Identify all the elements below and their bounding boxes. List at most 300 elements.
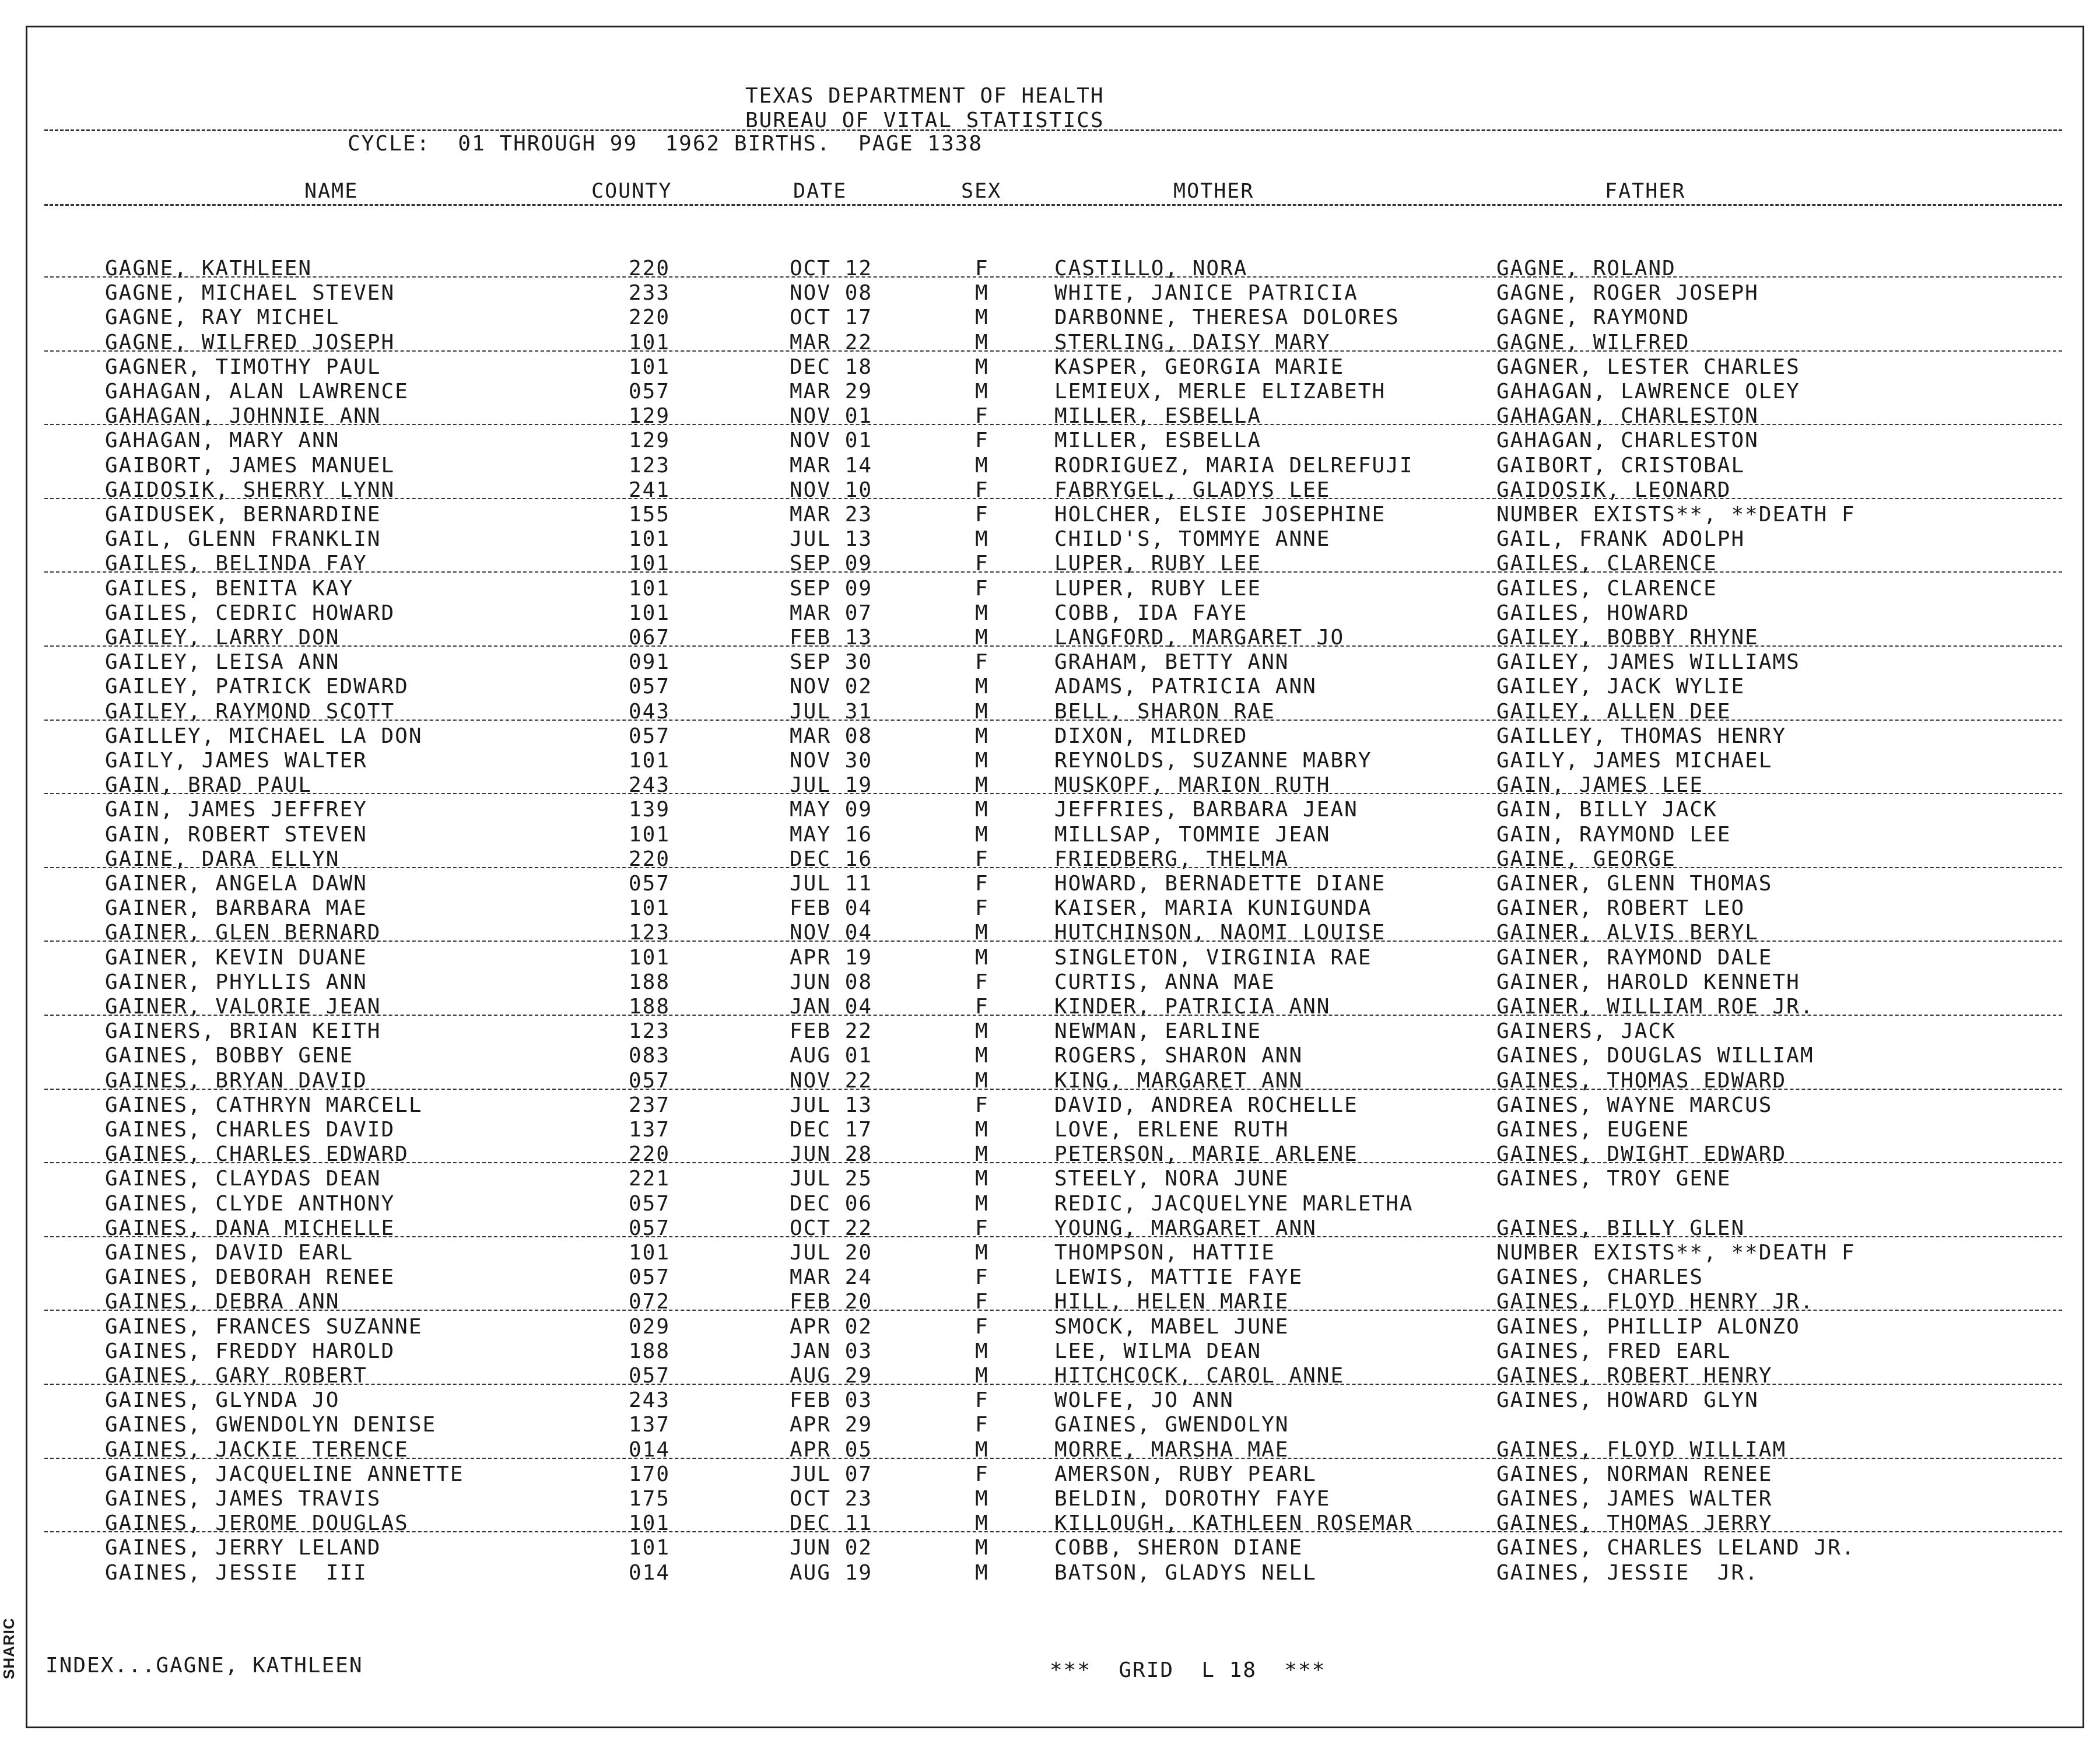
cell-father: GAINES, THOMAS JERRY [1496,1511,1773,1536]
cell-county: 129 [629,429,671,453]
cell-county: 101 [629,1536,671,1560]
cell-mother: PETERSON, MARIE ARLENE [1054,1142,1358,1167]
cell-father: GAGNE, WILFRED [1496,330,1690,355]
cell-county: 155 [629,503,671,527]
cell-name: GAIN, BRAD PAUL [105,773,313,798]
cell-name: GAINER, KEVIN DUANE [105,945,367,970]
table-row [0,380,2099,404]
table-row [0,1241,2099,1265]
cell-father: GAILES, HOWARD [1496,601,1690,625]
cell-mother: DIXON, MILDRED [1054,724,1248,748]
cell-sex: M [975,1487,989,1511]
cell-mother: MILLSAP, TOMMIE JEAN [1054,822,1331,847]
grid-footer: *** GRID L 18 *** [1050,1658,1326,1682]
column-header-mother: MOTHER [1173,180,1254,203]
cell-date: NOV 04 [790,921,873,945]
cell-county: 057 [629,724,671,748]
cell-mother: DARBONNE, THERESA DOLORES [1054,306,1400,330]
cell-date: JUL 25 [790,1167,873,1191]
cell-father: GAINE, GEORGE [1496,847,1676,871]
cell-county: 101 [629,945,671,970]
cell-county: 188 [629,970,671,994]
cell-sex: M [975,945,989,970]
cycle-line: CYCLE: 01 THROUGH 99 1962 BIRTHS. PAGE 1338 [348,132,983,156]
cell-name: GAINES, CHARLES DAVID [105,1118,395,1142]
cell-date: NOV 30 [790,749,873,773]
cell-county: 067 [629,626,671,650]
cell-father: GAINES, HOWARD GLYN [1496,1388,1759,1413]
cell-mother: MORRE, MARSHA MAE [1054,1437,1289,1462]
cell-county: 101 [629,576,671,601]
cell-father: GAINES, DOUGLAS WILLIAM [1496,1044,1814,1068]
cell-county: 101 [629,601,671,625]
column-header-county: COUNTY [591,180,672,203]
cell-county: 237 [629,1093,671,1117]
cell-sex: M [975,330,989,355]
cell-county: 057 [629,1265,671,1290]
row-separator [44,645,2062,647]
cell-county: 101 [629,1241,671,1265]
cell-date: JUL 20 [790,1241,873,1265]
cell-date: OCT 12 [790,257,873,280]
cell-name: GAILEY, RAYMOND SCOTT [105,699,395,724]
cell-date: JAN 04 [790,995,873,1019]
row-separator [44,867,2062,868]
cell-sex: M [975,453,989,478]
cell-name: GAIDUSEK, BERNARDINE [105,503,381,527]
table-row [0,601,2099,626]
cell-name: GAGNE, MICHAEL STEVEN [105,281,395,306]
cell-date: MAR 07 [790,601,873,625]
cell-name: GAIN, JAMES JEFFREY [105,798,367,822]
table-row [0,1044,2099,1068]
column-header-date: DATE [793,180,847,203]
cell-date: MAR 22 [790,330,873,355]
cell-county: 123 [629,921,671,945]
cell-county: 083 [629,1044,671,1068]
cell-father: GAINES, JAMES WALTER [1496,1487,1773,1511]
cell-name: GAINES, FRANCES SUZANNE [105,1314,423,1339]
cell-name: GAINES, GARY ROBERT [105,1364,367,1388]
cell-sex: F [975,896,989,921]
cell-mother: HOWARD, BERNADETTE DIANE [1054,872,1386,896]
cell-sex: M [975,699,989,724]
cell-sex: M [975,1364,989,1388]
table-row [0,1561,2099,1585]
cell-mother: LANGFORD, MARGARET JO [1054,626,1345,650]
cell-county: 101 [629,527,671,552]
cell-father: GAILEY, BOBBY RHYNE [1496,626,1759,650]
cell-sex: M [975,1142,989,1167]
cell-mother: HILL, HELEN MARIE [1054,1290,1289,1314]
cell-date: FEB 20 [790,1290,873,1314]
cell-date: AUG 29 [790,1364,873,1388]
cell-sex: F [975,478,989,502]
cell-date: JAN 03 [790,1339,873,1363]
cell-mother: MILLER, ESBELLA [1054,404,1262,429]
cell-father: GAGNE, ROGER JOSEPH [1496,281,1759,306]
cell-name: GAINER, PHYLLIS ANN [105,970,367,994]
cell-name: GAILEY, LEISA ANN [105,650,340,675]
cell-county: 057 [629,675,671,699]
cell-sex: F [975,1413,989,1437]
cell-county: 029 [629,1314,671,1339]
cell-date: APR 29 [790,1413,873,1437]
cell-father: GAILLEY, THOMAS HENRY [1496,724,1787,748]
cell-father: GAINES, NORMAN RENEE [1496,1462,1773,1486]
column-header-sex: SEX [961,180,1002,203]
table-row [0,1192,2099,1216]
cell-county: 101 [629,355,671,379]
cell-father: GAINERS, JACK [1496,1019,1676,1044]
cell-sex: M [975,626,989,650]
table-row [0,1339,2099,1364]
table-row [0,798,2099,822]
cell-mother: LUPER, RUBY LEE [1054,576,1262,601]
table-row [0,946,2099,970]
cell-father: NUMBER EXISTS**, **DEATH F [1496,1241,1856,1265]
cell-date: JUL 07 [790,1462,873,1486]
cell-date: JUL 11 [790,872,873,896]
cell-father: GAHAGAN, CHARLESTON [1496,404,1759,429]
cell-sex: F [975,1216,989,1240]
cell-date: NOV 01 [790,429,873,453]
cell-sex: F [975,503,989,527]
cell-date: DEC 11 [790,1511,873,1536]
cell-date: MAR 23 [790,503,873,527]
cell-sex: M [975,1560,989,1585]
row-separator [44,1015,2062,1016]
bureau-title: BUREAU OF VITAL STATISTICS [745,108,1105,132]
cell-father: GAINES, JESSIE JR. [1496,1560,1759,1585]
cell-mother: REYNOLDS, SUZANNE MABRY [1054,749,1372,773]
cell-sex: F [975,970,989,994]
cell-date: DEC 17 [790,1118,873,1142]
cell-sex: F [975,847,989,871]
table-row [0,281,2099,306]
cell-sex: M [975,1019,989,1044]
cell-sex: M [975,601,989,625]
cell-mother: HITCHCOCK, CAROL ANNE [1054,1364,1345,1388]
cell-sex: F [975,1314,989,1339]
cell-sex: F [975,1265,989,1290]
cell-date: NOV 08 [790,281,873,306]
cell-mother: STEELY, NORA JUNE [1054,1167,1289,1191]
cell-county: 233 [629,281,671,306]
row-separator [44,941,2062,942]
table-row [0,355,2099,380]
cell-mother: FRIEDBERG, THELMA [1054,847,1289,871]
row-separator [44,424,2062,425]
table-row [0,1118,2099,1142]
row-separator [44,1236,2062,1237]
cell-name: GAGNE, WILFRED JOSEPH [105,330,395,355]
cell-sex: M [975,822,989,847]
cell-county: 129 [629,404,671,429]
cell-name: GAILES, BELINDA FAY [105,552,367,576]
cell-mother: GRAHAM, BETTY ANN [1054,650,1289,675]
cell-mother: CASTILLO, NORA [1054,257,1248,280]
cell-mother: GAINES, GWENDOLYN [1054,1413,1289,1437]
cell-county: 188 [629,1339,671,1363]
cell-date: JUL 13 [790,1093,873,1117]
cell-father: GAINER, HAROLD KENNETH [1496,970,1800,994]
cell-mother: HUTCHINSON, NAOMI LOUISE [1054,921,1386,945]
cell-mother: THOMPSON, HATTIE [1054,1241,1275,1265]
cell-county: 043 [629,699,671,724]
cell-county: 220 [629,306,671,330]
cell-sex: M [975,1339,989,1363]
cell-county: 057 [629,1068,671,1093]
cell-county: 139 [629,798,671,822]
cell-father: GAILEY, ALLEN DEE [1496,699,1731,724]
cell-date: FEB 04 [790,896,873,921]
cell-mother: AMERSON, RUBY PEARL [1054,1462,1317,1486]
column-header-name: NAME [304,180,359,203]
cell-sex: M [975,527,989,552]
cell-name: GAINES, CLAYDAS DEAN [105,1167,381,1191]
cell-name: GAINES, CATHRYN MARCELL [105,1093,423,1117]
cell-father: GAILY, JAMES MICHAEL [1496,749,1773,773]
cell-sex: M [975,1536,989,1560]
cell-name: GAHAGAN, ALAN LAWRENCE [105,380,409,403]
cell-date: MAR 14 [790,453,873,478]
cell-county: 101 [629,1511,671,1536]
cell-father: NUMBER EXISTS**, **DEATH F [1496,503,1856,527]
cell-county: 014 [629,1560,671,1585]
row-separator [44,498,2062,499]
cell-name: GAINER, GLEN BERNARD [105,921,381,945]
cell-date: SEP 30 [790,650,873,675]
cell-name: GAINES, JACKIE TERENCE [105,1437,409,1462]
table-row [0,1487,2099,1511]
cell-mother: LEMIEUX, MERLE ELIZABETH [1054,380,1386,403]
cell-name: GAIBORT, JAMES MANUEL [105,453,395,478]
cell-name: GAINER, ANGELA DAWN [105,872,367,896]
cell-mother: CHILD'S, TOMMYE ANNE [1054,527,1331,552]
cell-father: GAGNE, ROLAND [1496,257,1676,280]
table-row [0,1536,2099,1560]
cell-sex: M [975,306,989,330]
cell-county: 101 [629,749,671,773]
cell-county: 014 [629,1437,671,1462]
cell-father: GAINER, RAYMOND DALE [1496,945,1773,970]
table-row [0,577,2099,601]
cell-sex: F [975,552,989,576]
cell-name: GAHAGAN, MARY ANN [105,429,340,453]
cell-sex: M [975,1511,989,1536]
cell-name: GAINES, DANA MICHELLE [105,1216,395,1240]
table-row [0,749,2099,773]
cell-sex: M [975,749,989,773]
table-row [0,724,2099,749]
cell-mother: KINDER, PATRICIA ANN [1054,995,1331,1019]
cell-mother: MILLER, ESBELLA [1054,429,1262,453]
table-row [0,454,2099,478]
cell-father: GAGNER, LESTER CHARLES [1496,355,1800,379]
cell-date: AUG 19 [790,1560,873,1585]
cell-name: GAINES, CHARLES EDWARD [105,1142,409,1167]
cell-county: 057 [629,1364,671,1388]
cell-father: GAINES, PHILLIP ALONZO [1496,1314,1800,1339]
cell-mother: LEWIS, MATTIE FAYE [1054,1265,1303,1290]
row-separator [44,1310,2062,1311]
cell-date: APR 19 [790,945,873,970]
cell-sex: M [975,1191,989,1216]
table-row [0,1167,2099,1191]
cell-name: GAGNE, RAY MICHEL [105,306,340,330]
cell-name: GAINES, CLYDE ANTHONY [105,1191,395,1216]
cell-name: GAIN, ROBERT STEVEN [105,822,367,847]
cell-name: GAHAGAN, JOHNNIE ANN [105,404,381,429]
cell-sex: F [975,1462,989,1486]
cell-county: 101 [629,330,671,355]
table-row [0,306,2099,330]
cell-name: GAINES, BRYAN DAVID [105,1068,367,1093]
cell-county: 220 [629,257,671,280]
cell-father: GAINER, WILLIAM ROE JR. [1496,995,1814,1019]
cell-mother: MUSKOPF, MARION RUTH [1054,773,1331,798]
cell-sex: F [975,576,989,601]
cell-name: GAILES, CEDRIC HOWARD [105,601,395,625]
cell-sex: F [975,404,989,429]
cell-mother: LUPER, RUBY LEE [1054,552,1262,576]
cell-father: GAINES, FRED EARL [1496,1339,1731,1363]
cell-name: GAINER, BARBARA MAE [105,896,367,921]
cell-father: GAHAGAN, CHARLESTON [1496,429,1759,453]
column-header-father: FATHER [1605,180,1686,203]
table-row [0,429,2099,453]
cell-father: GAINES, WAYNE MARCUS [1496,1093,1773,1117]
cell-mother: REDIC, JACQUELYNE MARLETHA [1054,1191,1414,1216]
cell-sex: M [975,798,989,822]
cell-sex: F [975,1290,989,1314]
cell-name: GAGNER, TIMOTHY PAUL [105,355,381,379]
cell-mother: WOLFE, JO ANN [1054,1388,1234,1413]
cell-father: GAINES, CHARLES [1496,1265,1704,1290]
cell-sex: F [975,1093,989,1117]
cell-date: APR 02 [790,1314,873,1339]
cell-date: DEC 18 [790,355,873,379]
cell-mother: COBB, IDA FAYE [1054,601,1248,625]
cell-name: GAILLEY, MICHAEL LA DON [105,724,423,748]
table-row [0,1265,2099,1290]
cell-mother: COBB, SHERON DIANE [1054,1536,1303,1560]
cell-father: GAINER, GLENN THOMAS [1496,872,1773,896]
cell-mother: LOVE, ERLENE RUTH [1054,1118,1289,1142]
table-row [0,503,2099,527]
cell-father: GAINES, ROBERT HENRY [1496,1364,1773,1388]
row-separator [44,720,2062,721]
cell-sex: M [975,724,989,748]
cell-sex: F [975,872,989,896]
cell-mother: KILLOUGH, KATHLEEN ROSEMAR [1054,1511,1414,1536]
cell-county: 101 [629,552,671,576]
cell-date: OCT 17 [790,306,873,330]
cell-date: OCT 23 [790,1487,873,1511]
cell-date: JUN 02 [790,1536,873,1560]
cell-date: NOV 10 [790,478,873,502]
row-separator [44,276,2062,278]
cell-county: 221 [629,1167,671,1191]
cell-name: GAINE, DARA ELLYN [105,847,340,871]
cell-county: 170 [629,1462,671,1486]
cell-name: GAIDOSIK, SHERRY LYNN [105,478,395,502]
cell-name: GAINER, VALORIE JEAN [105,995,381,1019]
table-row [0,872,2099,896]
cell-sex: M [975,921,989,945]
cell-name: GAILY, JAMES WALTER [105,749,367,773]
cell-father: GAINER, ROBERT LEO [1496,896,1745,921]
cell-county: 057 [629,872,671,896]
cell-father: GAINES, CHARLES LELAND JR. [1496,1536,1856,1560]
cell-father: GAIN, JAMES LEE [1496,773,1704,798]
row-separator [44,1089,2062,1090]
table-row [0,1315,2099,1339]
cell-county: 057 [629,1191,671,1216]
cell-date: JUN 28 [790,1142,873,1167]
department-title: TEXAS DEPARTMENT OF HEALTH [745,84,1105,108]
cell-county: 241 [629,478,671,502]
cell-date: FEB 22 [790,1019,873,1044]
cell-sex: M [975,281,989,306]
cell-father: GAIN, BILLY JACK [1496,798,1717,822]
cell-sex: F [975,429,989,453]
cell-sex: M [975,1044,989,1068]
cell-date: MAR 08 [790,724,873,748]
cell-mother: ROGERS, SHARON ANN [1054,1044,1303,1068]
table-row [0,1093,2099,1118]
cell-county: 137 [629,1413,671,1437]
table-row [0,823,2099,847]
cell-mother: SMOCK, MABEL JUNE [1054,1314,1289,1339]
cell-mother: WHITE, JANICE PATRICIA [1054,281,1358,306]
cell-name: GAINES, JERRY LELAND [105,1536,381,1560]
cell-name: GAINES, JACQUELINE ANNETTE [105,1462,464,1486]
cell-father: GAINER, ALVIS BERYL [1496,921,1759,945]
table-row [0,527,2099,552]
cell-name: GAINES, FREDDY HAROLD [105,1339,395,1363]
cell-sex: M [975,1241,989,1265]
row-separator [44,1162,2062,1163]
cell-mother: FABRYGEL, GLADYS LEE [1054,478,1331,502]
cell-mother: NEWMAN, EARLINE [1054,1019,1262,1044]
cell-mother: CURTIS, ANNA MAE [1054,970,1275,994]
cell-mother: ADAMS, PATRICIA ANN [1054,675,1317,699]
cell-mother: BATSON, GLADYS NELL [1054,1560,1317,1585]
cell-name: GAILEY, PATRICK EDWARD [105,675,409,699]
cell-date: JUL 31 [790,699,873,724]
cell-sex: M [975,1167,989,1191]
table-row [0,650,2099,675]
cell-sex: M [975,773,989,798]
cell-county: 243 [629,1388,671,1413]
cell-county: 091 [629,650,671,675]
cell-mother: JEFFRIES, BARBARA JEAN [1054,798,1358,822]
cell-date: NOV 02 [790,675,873,699]
cell-county: 123 [629,453,671,478]
cell-date: MAY 16 [790,822,873,847]
cell-father: GAIL, FRANK ADOLPH [1496,527,1745,552]
cell-name: GAINES, JAMES TRAVIS [105,1487,381,1511]
cell-mother: HOLCHER, ELSIE JOSEPHINE [1054,503,1386,527]
cell-sex: M [975,1068,989,1093]
cell-father: GAINES, FLOYD HENRY JR. [1496,1290,1814,1314]
row-separator [44,1384,2062,1385]
cell-date: FEB 03 [790,1388,873,1413]
cell-county: 220 [629,847,671,871]
cell-father: GAILEY, JAMES WILLIAMS [1496,650,1800,675]
